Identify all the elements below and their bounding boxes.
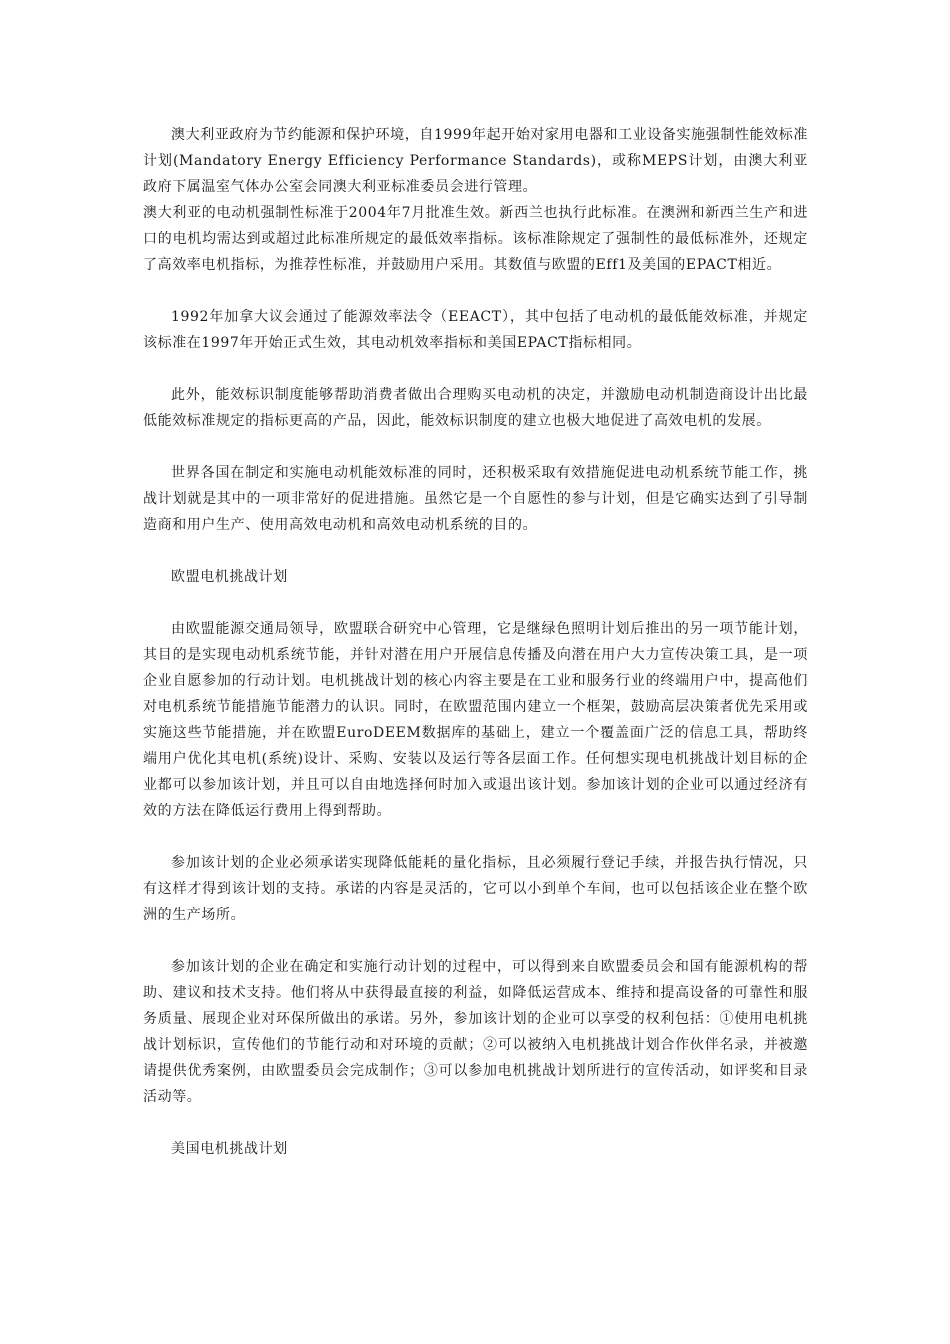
- paragraph-eu-benefits: 参加该计划的企业在确定和实施行动计划的过程中，可以得到来自欧盟委员会和国有能源机构的帮助、建议和技术支持。他们将从中获得最直接的利益，如降低运营成本、维持和提高设备的可靠性和服务质量、展现企业对环保所做出的承诺。另外，参加该计划的企业可以享受的权利包括：①使用电机挑战计划标识，宣传他们的节能行动和对环境的贡献；②可以被纳入电机挑战计划合作伙伴名录，并被邀请提供优秀案例，由欧盟委员会完成制作；③可以参加电机挑战计划所进行的宣传活动，如评奖和目录活动等。: [143, 959, 808, 1105]
- section-heading-us-motor-challenge: 美国电机挑战计划: [171, 1141, 288, 1157]
- paragraph-eu-motor-challenge: 由欧盟能源交通局领导，欧盟联合研究中心管理，它是继绿色照明计划后推出的另一项节能计划，其目的是实现电动机系统节能，并针对潜在用户开展信息传播及向潜在用户大力宣传决策工具，是一项企业自愿参加的行动计划。电机挑战计划的核心内容主要是在工业和服务行业的终端用户中，提高他们对电机系统节能措施节能潜力的认识。同时，在欧盟范围内建立一个框架，鼓励高层决策者优先采用或实施这些节能措施，并在欧盟EuroDEEM数据库的基础上，建立一个覆盖面广泛的信息工具，帮助终端用户优化其电机(系统)设计、采购、安装以及运行等各层面工作。任何想实现电机挑战计划目标的企业都可以参加该计划，并且可以自由地选择何时加入或退出该计划。参加该计划的企业可以通过经济有效的方法在降低运行费用上得到帮助。: [143, 621, 808, 819]
- paragraph-australia-meps: 澳大利亚政府为节约能源和保护环境，自1999年起开始对家用电器和工业设备实施强制性能效标准计划(Mandatory Energy Efficiency Performance Standards)，或称MEPS计划，由澳大利亚政府下属温室气体办公室会同澳大利亚标准委员会进行管理。: [143, 127, 808, 195]
- document-body: [143, 122, 808, 1188]
- paragraph-challenge-programs: 世界各国在制定和实施电动机能效标准的同时，还积极采取有效措施促进电动机系统节能工作，挑战计划就是其中的一项非常好的促进措施。虽然它是一个自愿性的参与计划，但是它确实达到了引导制造商和用户生产、使用高效电动机和高效电动机系统的目的。: [143, 465, 808, 533]
- paragraph-eu-commitment: 参加该计划的企业必须承诺实现降低能耗的量化指标，且必须履行登记手续，并报告执行情况，只有这样才得到该计划的支持。承诺的内容是灵活的，它可以小到单个车间，也可以包括该企业在整个欧洲的生产场所。: [143, 855, 808, 923]
- section-heading-eu-motor-challenge: 欧盟电机挑战计划: [171, 569, 288, 585]
- paragraph-australia-motor-standard: 澳大利亚的电动机强制性标准于2004年7月批准生效。新西兰也执行此标准。在澳洲和新西兰生产和进口的电机均需达到或超过此标准所规定的最低效率指标。该标准除规定了强制性的最低标准外，还规定了高效率电机指标，为推荐性标准，并鼓励用户采用。其数值与欧盟的Eff1及美国的EPACT相近。: [143, 205, 808, 273]
- paragraph-energy-label: 此外，能效标识制度能够帮助消费者做出合理购买电动机的决定，并激励电动机制造商设计出比最低能效标准规定的指标更高的产品，因此，能效标识制度的建立也极大地促进了高效电机的发展。: [143, 387, 808, 429]
- paragraph-canada-eeact: 1992年加拿大议会通过了能源效率法令（EEACT），其中包括了电动机的最低能效标准，并规定该标准在1997年开始正式生效，其电动机效率指标和美国EPACT指标相同。: [143, 309, 808, 351]
